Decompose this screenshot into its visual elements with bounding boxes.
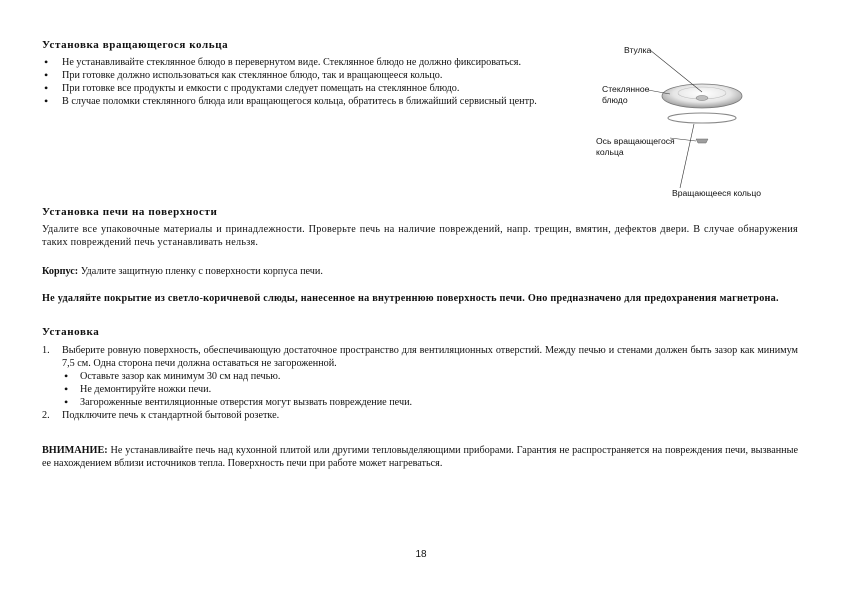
turntable-diagram <box>590 40 790 200</box>
list-item: • Не устанавливайте стеклянное блюдо в перевернутом виде. Стеклянное блюдо не должно фиксироваться. <box>42 56 556 69</box>
ring-section-title: Установка вращающегося кольца <box>42 39 229 51</box>
list-item: • Загороженные вентиляционные отверстия могут вызвать повреждение печи. <box>62 396 798 409</box>
label-rotating-ring: Вращающееся кольцо <box>672 188 762 198</box>
body-note <box>42 265 798 278</box>
body-note-label: Корпус: <box>42 266 79 277</box>
mica-warning: Не удаляйте покрытие из светло-коричневой слюды, нанесенное на внутреннюю поверхность печи. Оно предназначено для предохранения магнетрона. <box>42 293 779 304</box>
ring-axis <box>696 139 708 143</box>
label-hub: Втулка <box>624 45 652 55</box>
install-sub-bullets <box>62 370 798 409</box>
install-steps <box>42 344 798 422</box>
label-glass-plate-line1: Стеклянное <box>602 84 650 94</box>
surface-intro: Удалите все упаковочные материалы и принадлежности. Проверьте печь на наличие повреждений, напр. трещин, вмятин, дефектов двери. В случае обнаружения таких повреждений печь устанавливать нельзя. <box>42 224 798 248</box>
attention-text: Не устанавливайте печь над кухонной плитой или другими тепловыделяющими приборами. Гарантия не распространяется на повреждения печи, вызванные ее нахождением вблизи источников тепла. Поверхность печи при работе может нагреваться. <box>42 445 798 469</box>
list-item: • Не демонтируйте ножки печи. <box>62 383 798 396</box>
surface-section-title: Установка печи на поверхности <box>42 206 218 218</box>
step-number: 2. <box>42 410 50 421</box>
label-axis-line2: кольца <box>596 147 624 157</box>
hub <box>696 96 708 101</box>
rotating-ring <box>668 113 736 123</box>
list-item: • Оставьте зазор как минимум 30 см над печью. <box>62 370 798 383</box>
list-item: • При готовке должно использоваться как стеклянное блюдо, так и вращающееся кольцо. <box>42 69 556 82</box>
turntable-illustration <box>590 40 790 200</box>
label-glass-plate-line2: блюдо <box>602 95 628 105</box>
ring-bullet-list <box>42 56 556 108</box>
install-step-2 <box>42 409 798 422</box>
attention-label: ВНИМАНИЕ: <box>42 445 108 456</box>
list-item: • В случае поломки стеклянного блюда или вращающегося кольца, обратитесь в ближайший сервисный центр. <box>42 95 556 108</box>
attention-note <box>42 444 798 470</box>
install-step-1 <box>42 344 798 409</box>
list-item: • При готовке все продукты и емкости с продуктами следует помещать на стеклянное блюдо. <box>42 82 556 95</box>
step-text: Выберите ровную поверхность, обеспечивающую достаточное пространство для вентиляционных отверстий. Между печью и стенами должен быть зазор как минимум 7,5 см. Одна сторона печи должна оставаться не загороженной. <box>62 345 798 369</box>
label-axis-line1: Ось вращающегося <box>596 136 675 146</box>
page-number: 18 <box>415 549 427 560</box>
step-text: Подключите печь к стандартной бытовой розетке. <box>62 410 280 421</box>
step-number: 1. <box>42 345 50 356</box>
install-section-title: Установка <box>42 326 100 338</box>
body-note-text: Удалите защитную пленку с поверхности корпуса печи. <box>78 266 323 277</box>
